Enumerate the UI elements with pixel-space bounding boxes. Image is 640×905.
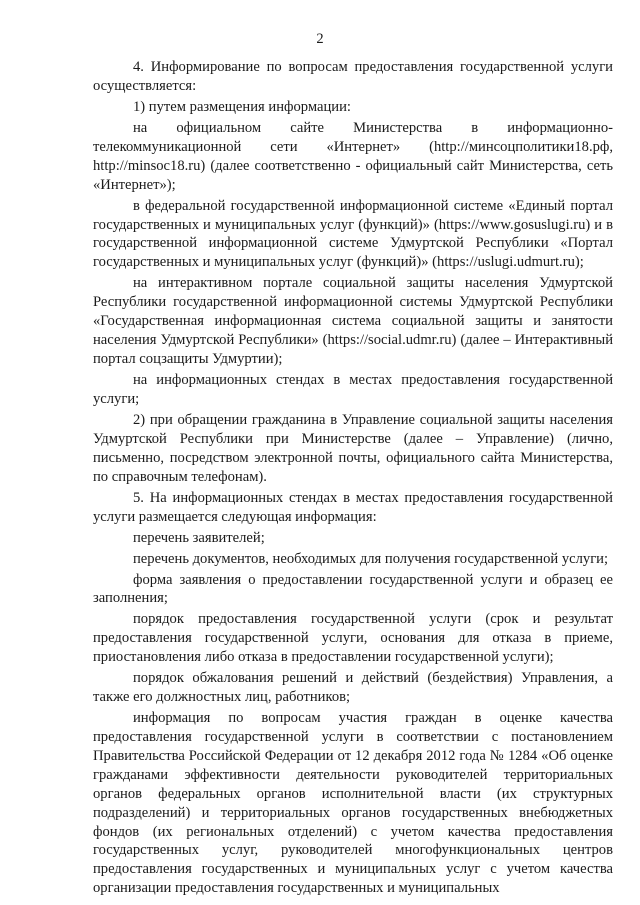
paragraph-social-portal: на интерактивном портале социальной защиты населения Удмуртской Республики государственной информационной системы Удмуртской Республики «Государственная информационная система социальной защиты и занятости населения Удмуртской Республики» (https://social.udmr.ru) (далее – Интерактивный портал соцзащиты Удмуртии); (93, 275, 613, 367)
paragraph-appeal: порядок обжалования решений и действий (бездействия) Управления, а также его должностных лиц, работников; (93, 670, 613, 706)
paragraph-documents: перечень документов, необходимых для получения государственной услуги; (133, 550, 609, 567)
paragraph-applicants: перечень заявителей; (133, 529, 265, 546)
paragraph-gosuslugi: в федеральной государственной информационной системе «Единый портал государственных и муниципальных услуг (функций)» (https://www.gosuslugi.ru) и в государственной информационной системе Удмуртской Республики «Портал государственных и муниципальных услуг (функций)» (https://uslugi.udmurt.ru); (93, 197, 613, 271)
paragraph-clause-4: 4. Информирование по вопросам предоставления государственной услуги осуществляется: (93, 59, 613, 94)
document-body (93, 58, 613, 900)
paragraph-official-site: на официальном сайте Министерства в информационно-телекоммуникационной сети «Интернет» (http://минсоцполитики18.рф, http://minsoc18.ru) (далее соответственно - официальный сайт Министерства, сеть «Интернет»); (93, 119, 613, 193)
page-number: 2 (316, 31, 324, 47)
paragraph-quality-assessment: информация по вопросам участия граждан в оценке качества предоставления государственной услуги в соответствии с постановлением Правительства Российской Федерации от 12 декабря 2012 года № 1284 «Об оценке гражданами эффективности деятельности руководителей территориальных органов федеральных органов исполнительной власти (их структурных подразделений) и территориальных органов государственных внебюджетных фондов (их региональных отделений) с учетом качества предоставления государственных услуг, руководителей многофункциональных центров предоставления государственных и муниципальных услуг с учетом качества организации предоставления государственных и муниципальных (93, 710, 613, 897)
paragraph-info-stands: на информационных стендах в местах предоставления государственной услуги; (93, 371, 613, 407)
paragraph-clause-5: 5. На информационных стендах в местах предоставления государственной услуги размещается следующая информация: (93, 489, 613, 525)
paragraph-item-2: 2) при обращении гражданина в Управление социальной защиты населения Удмуртской Республики при Министерстве (далее – Управление) (лично, письменно, посредством электронной почты, официального сайта Министерства, по справочным телефонам). (93, 411, 613, 485)
paragraph-application-form: форма заявления о предоставлении государственной услуги и образец ее заполнения; (93, 571, 613, 607)
paragraph-item-1: 1) путем размещения информации: (133, 98, 351, 115)
paragraph-procedure: порядок предоставления государственной услуги (срок и результат предоставления государственной услуги, основания для отказа в приеме, приостановления либо отказа в предоставлении государственной услуги); (93, 611, 613, 666)
